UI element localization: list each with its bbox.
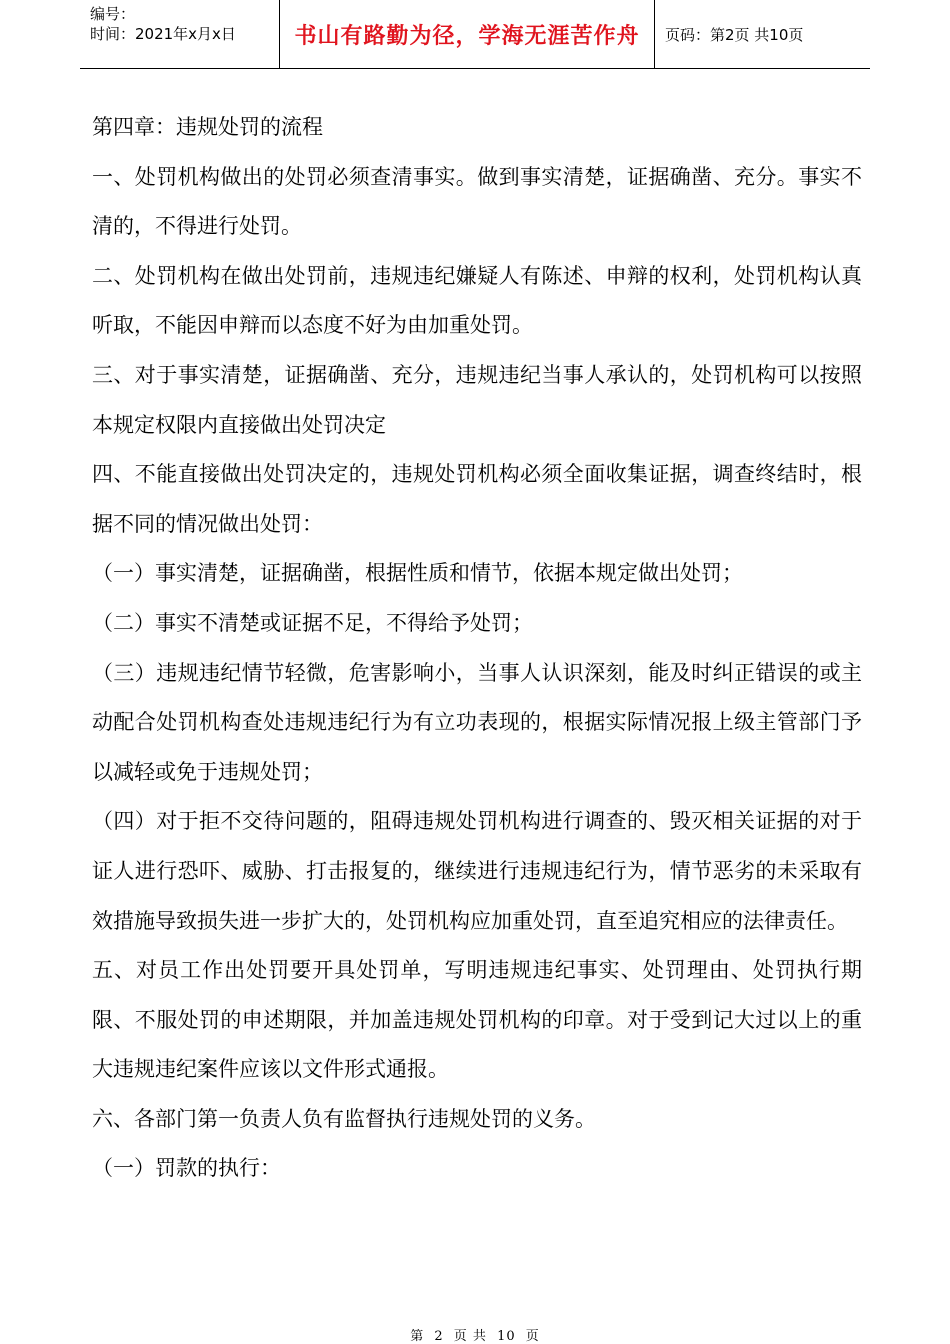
header-page-indicator: 页码：第2页 共10页 (665, 25, 804, 44)
document-date-label: 时间：2021年x月x日 (90, 25, 236, 43)
paragraph: 三、对于事实清楚，证据确凿、充分，违规违纪当事人承认的，处罚机构可以按照本规定权限内直接做出处罚决定 (92, 362, 862, 437)
list-item: （二）事实不清楚或证据不足，不得给予处罚； (92, 610, 533, 635)
page-footer (0, 1325, 950, 1344)
list-item: （一）事实清楚，证据确凿，根据性质和情节，依据本规定做出处罚； (92, 561, 743, 586)
footer-suffix: 页 (525, 1329, 540, 1344)
paragraph: 一、处罚机构做出的处罚必须查清事实。做到事实清楚，证据确凿、充分。事实不清的，不得进行处罚。 (92, 164, 862, 239)
chapter-title: 第四章：违规处罚的流程 (92, 115, 323, 139)
document-number-label: 编号： (90, 5, 136, 23)
document-body (92, 103, 862, 1194)
header-motto: 书山有路勤为径，学海无涯苦作舟 (280, 0, 655, 68)
paragraph: 四、不能直接做出处罚决定的，违规处罚机构必须全面收集证据，调查终结时，根据不同的情况做出处罚： (92, 462, 862, 536)
list-item: （三）违规违纪情节轻微，危害影响小，当事人认识深刻，能及时纠正错误的或主动配合处罚机构查处违规违纪行为有立功表现的，根据实际情况报上级主管部门予以减轻或免于违规处罚； (92, 660, 862, 784)
footer-mid: 页 共 (453, 1329, 487, 1344)
list-item: （四）对于拒不交待问题的，阻碍违规处罚机构进行调查的、毁灭相关证据的对于证人进行恐吓、威胁、打击报复的，继续进行违规违纪行为，情节恶劣的未采取有效措施导致损失进一步扩大的，处罚机构应加重处罚，直至追究相应的法律责任。 (92, 809, 862, 933)
footer-prefix: 第 (410, 1329, 425, 1344)
paragraph: 六、各部门第一负责人负有监督执行违规处罚的义务。 (92, 1106, 596, 1131)
header-meta (80, 0, 280, 68)
page-header (80, 0, 870, 69)
footer-page-current: 2 (434, 1329, 444, 1344)
list-item: （一）罚款的执行： (92, 1156, 281, 1181)
paragraph: 二、处罚机构在做出处罚前，违规违纪嫌疑人有陈述、申辩的权利，处罚机构认真听取，不能因申辩而以态度不好为由加重处罚。 (92, 263, 862, 338)
footer-page-total: 10 (497, 1329, 516, 1344)
paragraph: 五、对员工作出处罚要开具处罚单，写明违规违纪事实、处罚理由、处罚执行期限、不服处罚的申述期限，并加盖违规处罚机构的印章。对于受到记大过以上的重大违规违纪案件应该以文件形式通报。 (92, 958, 862, 1082)
